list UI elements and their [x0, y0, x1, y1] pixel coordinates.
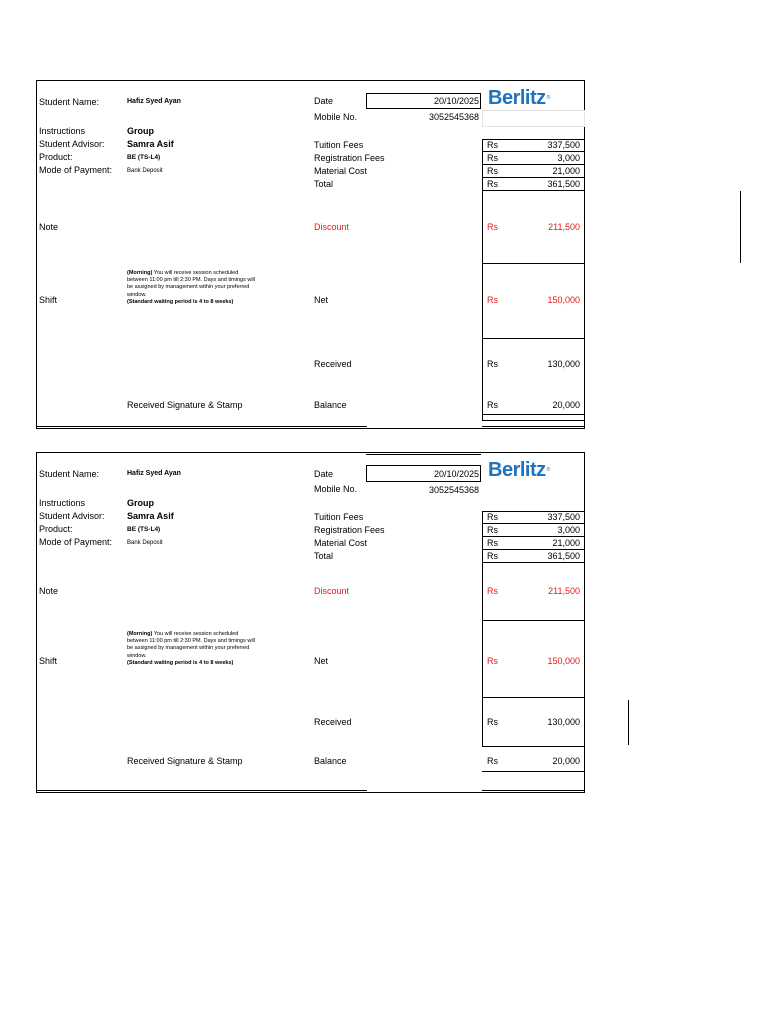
- shift-waiting: (Standard waiting period is 4 to 8 weeks): [127, 298, 234, 305]
- bottom-rule-right: [482, 790, 585, 791]
- tuition-currency: Rs: [487, 140, 498, 150]
- mobile-value: 3052545368: [428, 112, 479, 122]
- shift-waiting: (Standard waiting period is 4 to 8 weeks): [127, 659, 234, 666]
- registration-value: 3,000: [557, 525, 580, 535]
- note-label: Note: [39, 586, 59, 596]
- berlitz-logo: [488, 87, 550, 109]
- tuition-label: Tuition Fees: [314, 512, 364, 522]
- divider: [482, 697, 585, 698]
- bottom-rule-right: [482, 426, 585, 427]
- mobile-label: Mobile No.: [314, 484, 358, 494]
- receipt-slip-top: [36, 80, 585, 429]
- instructions-value: Group: [127, 498, 154, 508]
- shift-label: Shift: [39, 656, 58, 666]
- product-value: BE (TS-L4): [127, 154, 161, 161]
- total-value: 361,500: [547, 179, 580, 189]
- net-label: Net: [314, 295, 329, 305]
- discount-label: Discount: [314, 222, 350, 232]
- receipt-slip-bottom: [36, 452, 585, 793]
- material-currency: Rs: [487, 538, 498, 548]
- discount-currency: Rs: [487, 222, 498, 232]
- material-label: Material Cost: [314, 538, 368, 548]
- shift-morning: (Morning): [127, 631, 153, 637]
- product-label: Product:: [39, 152, 73, 162]
- date-box-top: [366, 454, 481, 455]
- instructions-label: Instructions: [39, 126, 86, 136]
- divider: [482, 562, 585, 563]
- balance-value: 20,000: [552, 756, 580, 766]
- logo-registered: ®: [546, 95, 550, 101]
- instructions-value: Group: [127, 126, 154, 136]
- date-value: 20/10/2025: [433, 469, 479, 479]
- tuition-value: 337,500: [547, 140, 580, 150]
- instructions-label: Instructions: [39, 498, 86, 508]
- tuition-label: Tuition Fees: [314, 140, 364, 150]
- material-value: 21,000: [552, 538, 580, 548]
- received-label: Received: [314, 359, 352, 369]
- total-currency: Rs: [487, 551, 498, 561]
- date-label: Date: [314, 96, 334, 106]
- mode-of-payment-label: Mode of Payment:: [39, 537, 113, 547]
- discount-value: 211,500: [548, 222, 580, 232]
- bottom-rule-left: [37, 426, 367, 427]
- student-name-label: Student Name:: [39, 469, 100, 479]
- material-value: 21,000: [552, 166, 580, 176]
- tuition-currency: Rs: [487, 512, 498, 522]
- shift-body: You will receive session scheduled between 11:00 pm till 2:30 PM. Days and timings will be assigned by management within your preferred window.: [127, 270, 255, 298]
- logo-registered: ®: [546, 467, 550, 473]
- mobile-aux-box: [482, 110, 585, 127]
- logo-text: Berlitz: [488, 459, 546, 481]
- date-value: 20/10/2025: [433, 96, 479, 106]
- mode-of-payment-value: Bank Deposit: [127, 540, 163, 546]
- product-label: Product:: [39, 524, 73, 534]
- shift-note: [127, 270, 257, 306]
- student-name-value: Hafiz Syed Ayan: [127, 470, 181, 477]
- received-currency: Rs: [487, 717, 498, 727]
- divider: [482, 338, 585, 339]
- divider: [482, 620, 585, 621]
- student-advisor-label: Student Advisor:: [39, 511, 105, 521]
- discount-label: Discount: [314, 586, 350, 596]
- balance-label: Balance: [314, 400, 347, 410]
- total-value: 361,500: [547, 551, 580, 561]
- student-advisor-label: Student Advisor:: [39, 139, 105, 149]
- balance-underline: [482, 414, 585, 415]
- total-label: Total: [314, 551, 334, 561]
- mobile-label: Mobile No.: [314, 112, 358, 122]
- stray-line: [628, 700, 629, 745]
- total-currency: Rs: [487, 179, 498, 189]
- net-currency: Rs: [487, 295, 498, 305]
- berlitz-logo: [488, 459, 550, 481]
- student-name-value: Hafiz Syed Ayan: [127, 98, 181, 105]
- shift-label: Shift: [39, 295, 58, 305]
- shift-note: [127, 631, 257, 667]
- divider: [482, 263, 585, 264]
- net-currency: Rs: [487, 656, 498, 666]
- balance-label: Balance: [314, 756, 347, 766]
- student-name-label: Student Name:: [39, 97, 100, 107]
- registration-value: 3,000: [557, 153, 580, 163]
- signature-label: Received Signature & Stamp: [127, 756, 243, 766]
- registration-label: Registration Fees: [314, 153, 385, 163]
- total-label: Total: [314, 179, 334, 189]
- received-label: Received: [314, 717, 352, 727]
- tuition-value: 337,500: [547, 512, 580, 522]
- divider: [482, 190, 585, 191]
- balance-value: 20,000: [552, 400, 580, 410]
- received-value: 130,000: [547, 359, 580, 369]
- student-advisor-value: Samra Asif: [127, 139, 174, 149]
- registration-currency: Rs: [487, 525, 498, 535]
- material-label: Material Cost: [314, 166, 368, 176]
- mode-of-payment-value: Bank Deposit: [127, 168, 163, 174]
- note-label: Note: [39, 222, 59, 232]
- balance-currency: Rs: [487, 400, 498, 410]
- registration-label: Registration Fees: [314, 525, 385, 535]
- shift-body: You will receive session scheduled between 11:00 pm till 2:30 PM. Days and timings will be assigned by management within your preferred window.: [127, 631, 255, 659]
- logo-text: Berlitz: [488, 87, 546, 109]
- stray-line: [740, 191, 741, 263]
- discount-currency: Rs: [487, 586, 498, 596]
- bottom-rule-left: [37, 790, 367, 791]
- net-label: Net: [314, 656, 329, 666]
- received-value: 130,000: [547, 717, 580, 727]
- net-value: 150,000: [547, 656, 580, 666]
- shift-morning: (Morning): [127, 270, 153, 276]
- registration-currency: Rs: [487, 153, 498, 163]
- signature-label: Received Signature & Stamp: [127, 400, 243, 410]
- product-value: BE (TS-L4): [127, 526, 161, 533]
- balance-currency: Rs: [487, 756, 498, 766]
- student-advisor-value: Samra Asif: [127, 511, 174, 521]
- balance-underline: [482, 771, 585, 772]
- net-value: 150,000: [547, 295, 580, 305]
- date-label: Date: [314, 469, 334, 479]
- mobile-value: 3052545368: [428, 485, 479, 495]
- material-currency: Rs: [487, 166, 498, 176]
- mode-of-payment-label: Mode of Payment:: [39, 165, 113, 175]
- received-currency: Rs: [487, 359, 498, 369]
- discount-value: 211,500: [548, 586, 580, 596]
